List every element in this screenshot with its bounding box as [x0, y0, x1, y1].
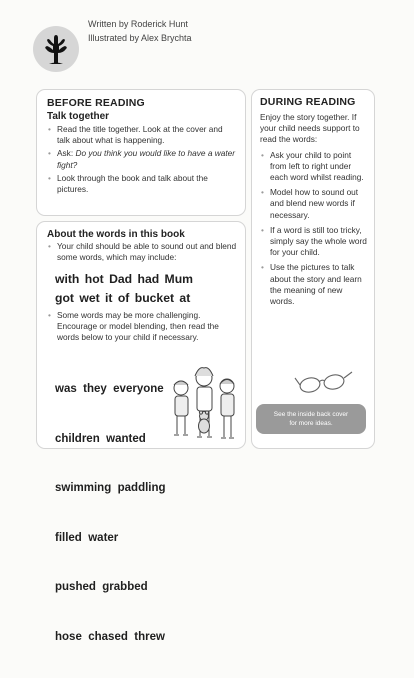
words-panel	[36, 221, 246, 643]
during-reading-intro: Enjoy the story together. If your child needs support to read the words:	[260, 112, 360, 145]
glasses-icon	[294, 370, 354, 396]
challenge-word-line: filled water	[55, 531, 119, 544]
list-item: • Some words may be more challenging. Encourage or model blending, then read the words below to your child if necessary.	[47, 310, 241, 344]
credits	[88, 17, 192, 45]
decodable-words-line-1: with hot Dad had Mum	[55, 272, 193, 286]
list-item: • Look through the book and talk about the pictures.	[47, 173, 237, 195]
list-item: • Read the title together. Look at the cover and talk about what is happening.	[47, 124, 237, 146]
decodable-words-line-2: got wet it of bucket at	[55, 291, 191, 305]
ask-prefix: Ask:	[57, 148, 76, 159]
during-reading-panel	[251, 89, 375, 449]
list-item: • Use the pictures to talk about the story and learn the meaning of new words.	[260, 262, 368, 307]
talk-together-subtitle: Talk together	[47, 111, 110, 122]
challenge-word-line: children wanted	[55, 432, 146, 445]
children-illustration	[167, 358, 243, 446]
badge-line-1: See the inside back cover	[273, 411, 349, 418]
list-item	[47, 148, 237, 170]
challenge-word-line: swimming paddling	[55, 482, 166, 494]
list-item: • Model how to sound out and blend new words if necessary.	[260, 187, 368, 221]
challenge-word-line: pushed grabbed	[55, 581, 148, 593]
inside-back-cover-badge	[256, 404, 366, 434]
during-reading-title: DURING READING	[260, 96, 356, 108]
list-item: • If a word is still too tricky, simply say the whole word for your child.	[260, 225, 368, 259]
words-section-title: About the words in this book	[47, 229, 185, 240]
challenge-word-line: hose chased threw	[55, 630, 165, 643]
before-reading-title: BEFORE READING	[47, 97, 145, 109]
author-credit: Written by Roderick Hunt	[88, 19, 188, 29]
list-item: • Ask your child to point from left to right under each word whilst reading.	[260, 150, 368, 184]
tree-logo-icon	[33, 26, 79, 72]
list-item: • Your child should be able to sound out and blend some words, which may include:	[47, 241, 239, 263]
illustrator-credit: Illustrated by Alex Brychta	[88, 33, 192, 43]
ask-question: Do you think you would like to have a water fight?	[57, 148, 236, 170]
challenge-words	[55, 348, 166, 678]
before-reading-panel	[36, 89, 246, 216]
challenge-word-line: was they everyone	[55, 383, 164, 395]
badge-line-2: for more ideas.	[289, 420, 333, 427]
